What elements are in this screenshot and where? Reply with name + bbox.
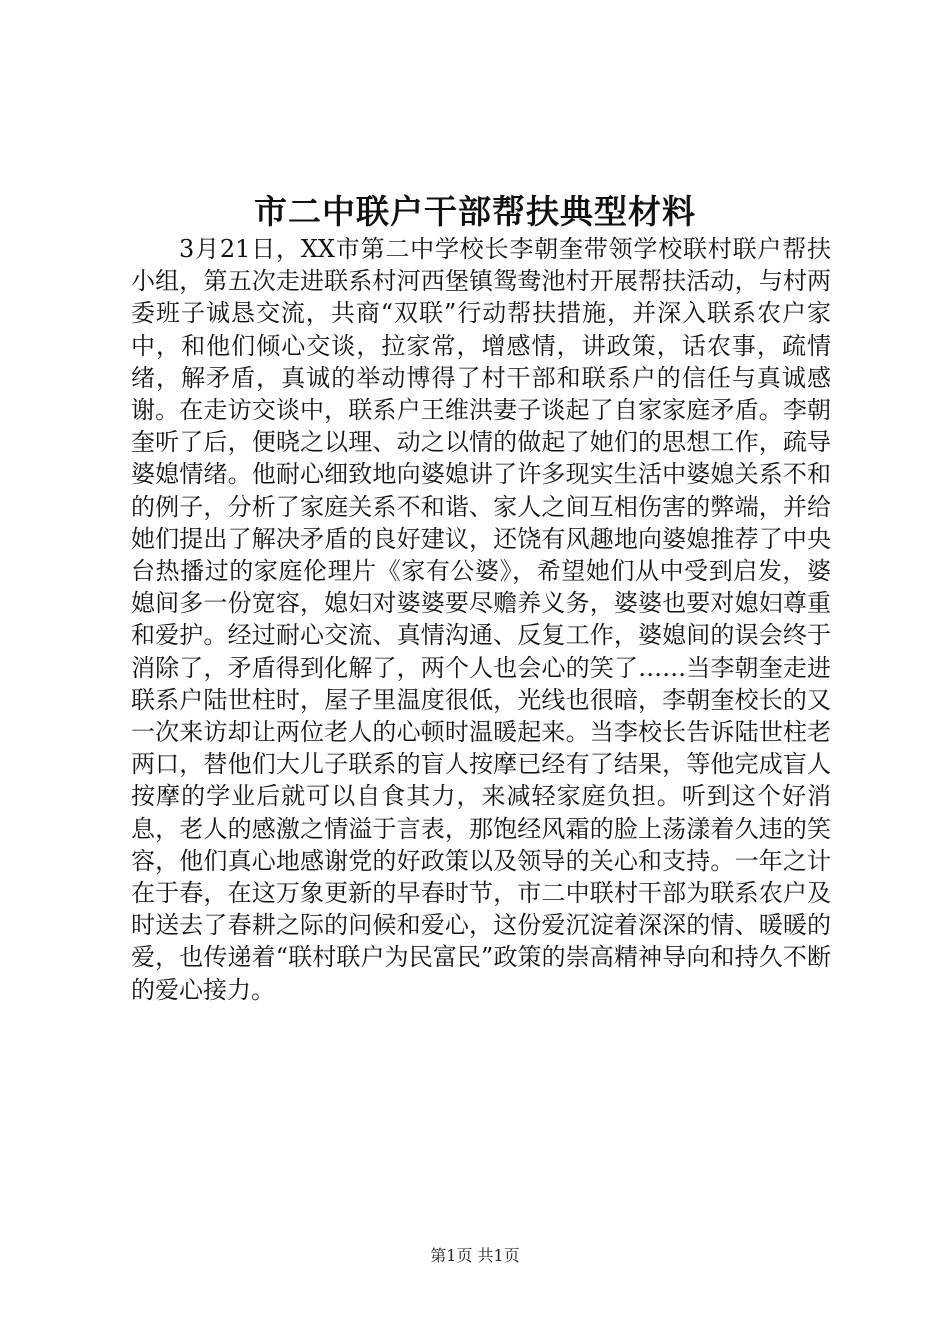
document-title: 市二中联户干部帮扶典型材料 <box>254 192 696 231</box>
page-number-footer: 第1页 共1页 <box>430 1246 520 1265</box>
body-paragraph: 3月21日，XX市第二中学校长李朝奎带领学校联村联户帮扶小组，第五次走进联系村河西堡镇鸳鸯池村开展帮扶活动，与村两委班子诚恳交流，共商“双联”行动帮扶措施，并深入联系农户家中，和他们倾心交谈，拉家常，增感情，讲政策，话农事，疏情绪，解矛盾，真诚的举动博得了村干部和联系户的信任与真诚感谢。在走访交谈中，联系户王维洪妻子谈起了自家家庭矛盾。李朝奎听了后，便晓之以理、动之以情的做起了她们的思想工作，疏导婆媳情绪。他耐心细致地向婆媳讲了许多现实生活中婆媳关系不和的例子，分析了家庭关系不和谐、家人之间互相伤害的弊端，并给她们提出了解决矛盾的良好建议，还饶有风趣地向婆媳推荐了中央台热播过的家庭伦理片《家有公婆》，希望她们从中受到启发，婆媳间多一份宽容，媳妇对婆婆要尽赡养义务，婆婆也要对媳妇尊重和爱护。经过耐心交流、真情沟通、反复工作，婆媳间的误会终于消除了，矛盾得到化解了，两个人也会心的笑了……当李朝奎走进联系户陆世柱时，屋子里温度很低，光线也很暗，李朝奎校长的又一次来访却让两位老人的心顿时温暖起来。当李校长告诉陆世柱老两口，替他们大儿子联系的盲人按摩已经有了结果，等他完成盲人按摩的学业后就可以自食其力，来减轻家庭负担。听到这个好消息，老人的感激之情溢于言表，那饱经风霜的脸上荡漾着久违的笑容，他们真心地感谢党的好政策以及领导的关心和支持。一年之计在于春，在这万象更新的早春时节，市二中联村干部为联系农户及时送去了春耕之际的问候和爱心，这份爱沉淀着深深的情、暖暖的爱，也传递着“联村联户为民富民”政策的崇高精神导向和持久不断的爱心接力。 <box>131 235 831 1004</box>
